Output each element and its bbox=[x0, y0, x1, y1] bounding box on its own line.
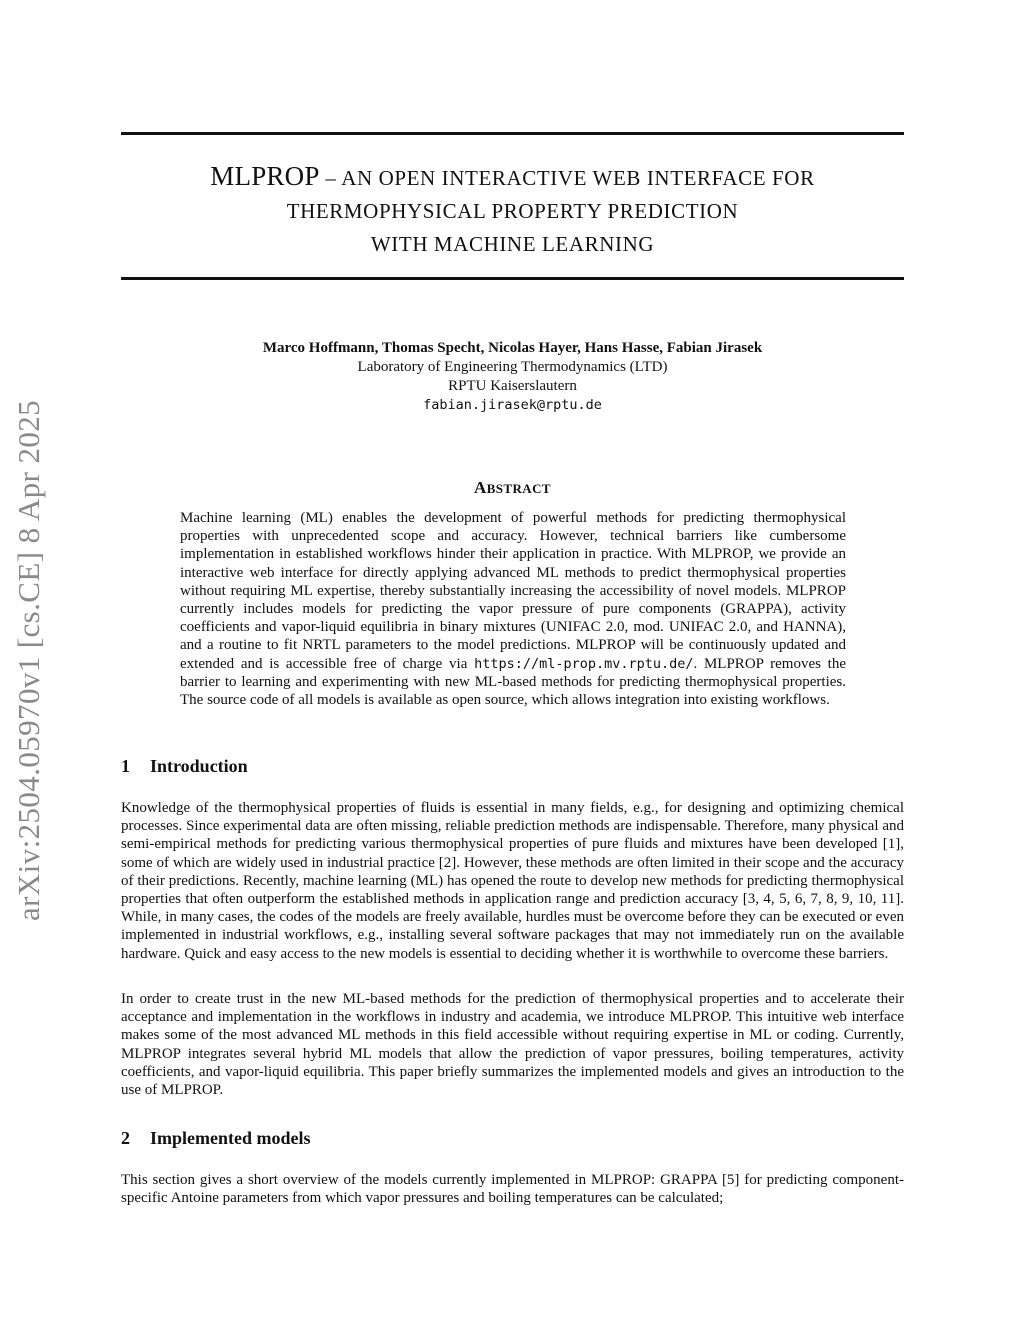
author-block bbox=[121, 339, 904, 415]
title-line-1-rest: – AN OPEN INTERACTIVE WEB INTERFACE FOR bbox=[319, 166, 815, 190]
title-line-2: THERMOPHYSICAL PROPERTY PREDICTION bbox=[286, 199, 739, 223]
abstract-text-part-2: . MLPROP removes the barrier to learning and experimenting with new ML-based methods for predicting thermophysical properties. The source code of all models is available as open source, which allows integration into existing workflows. bbox=[180, 655, 846, 709]
section-number: 1 bbox=[121, 756, 130, 776]
paper-title bbox=[121, 160, 904, 261]
author-affiliation: Laboratory of Engineering Thermodynamics (LTD) bbox=[357, 359, 668, 375]
title-line-3: WITH MACHINE LEARNING bbox=[370, 232, 655, 256]
introduction-paragraph-2: In order to create trust in the new ML-based methods for the prediction of thermophysical properties and to accelerate their acceptance and implementation in the workflows in industry and academia, we introduce MLPROP. This intuitive web interface makes some of the most advanced ML methods in this field accessible without requiring expertise in ML or coding. Currently, MLPROP integrates several hybrid ML models that allow the prediction of vapor pressures, boiling temperatures, activity coefficients, and vapor-liquid equilibria. This paper briefly summarizes the implemented models and gives an introduction to the use of MLPROP. bbox=[121, 991, 904, 1099]
abstract-heading-initial: A bbox=[474, 478, 487, 497]
title-line-1 bbox=[121, 160, 904, 195]
title-top-rule bbox=[121, 132, 904, 135]
section-title: Introduction bbox=[150, 756, 248, 776]
abstract-heading bbox=[121, 478, 904, 498]
section-title: Implemented models bbox=[150, 1128, 311, 1148]
author-names: Marco Hoffmann, Thomas Specht, Nicolas Hayer, Hans Hasse, Fabian Jirasek bbox=[262, 340, 763, 356]
abstract-url: https://ml-prop.mv.rptu.de/ bbox=[474, 655, 694, 672]
section-heading-introduction bbox=[121, 756, 248, 777]
implemented-models-paragraph-1: This section gives a short overview of the models currently implemented in MLPROP: GRAPPA [5] for predicting component-specific Antoine parameters from which vapor pressures and boiling temperatures can be calculated; bbox=[121, 1172, 904, 1207]
abstract-heading-rest: BSTRACT bbox=[486, 481, 551, 496]
title-acronym: MLPROP bbox=[210, 161, 320, 191]
abstract-text-part-1: Machine learning (ML) enables the development of powerful methods for predicting thermophysical properties with unprecedented scope and accuracy. However, technical barriers like cumbersome implementation in established workflows hinder their application in practice. With MLPROP, we provide an interactive web interface for directly applying advanced ML methods to predict thermophysical properties without requiring ML expertise, thereby substantially increasing the accessibility of novel models. MLPROP currently includes models for predicting the vapor pressure of pure components (GRAPPA), activity coefficients and vapor-liquid equilibria in binary mixtures (UNIFAC 2.0, mod. UNIFAC 2.0, and HANNA), and a routine to fit NRTL parameters to the model predictions. MLPROP will be continuously updated and extended and is accessible free of charge via bbox=[180, 510, 846, 672]
abstract-text bbox=[180, 509, 846, 709]
title-bottom-rule bbox=[121, 277, 904, 280]
arxiv-identifier-stamp: arXiv:2504.05970v1 [cs.CE] 8 Apr 2025 bbox=[11, 399, 46, 921]
author-email: fabian.jirasek@rptu.de bbox=[423, 397, 602, 413]
author-institution: RPTU Kaiserslautern bbox=[448, 378, 577, 394]
introduction-paragraph-1: Knowledge of the thermophysical properties of fluids is essential in many fields, e.g., for designing and optimizing chemical processes. Since experimental data are often missing, reliable prediction methods are indispensable. Therefore, many physical and semi-empirical methods for predicting various thermophysical properties of pure fluids and mixtures have been developed [1], some of which are widely used in industrial practice [2]. However, these methods are often limited in their scope and the accuracy of their predictions. Recently, machine learning (ML) has opened the route to develop new methods for predicting thermophysical properties that often outperform the established methods in application range and prediction accuracy [3, 4, 5, 6, 7, 8, 9, 10, 11]. While, in many cases, the codes of the models are freely available, hurdles must be overcome before they can be executed or even implemented in industrial workflows, e.g., installing several software packages that may not immediately run on the available hardware. Quick and easy access to the new models is essential to deciding whether it is worthwhile to overcome these barriers. bbox=[121, 800, 904, 962]
section-number: 2 bbox=[121, 1128, 130, 1148]
section-heading-implemented-models bbox=[121, 1128, 311, 1149]
